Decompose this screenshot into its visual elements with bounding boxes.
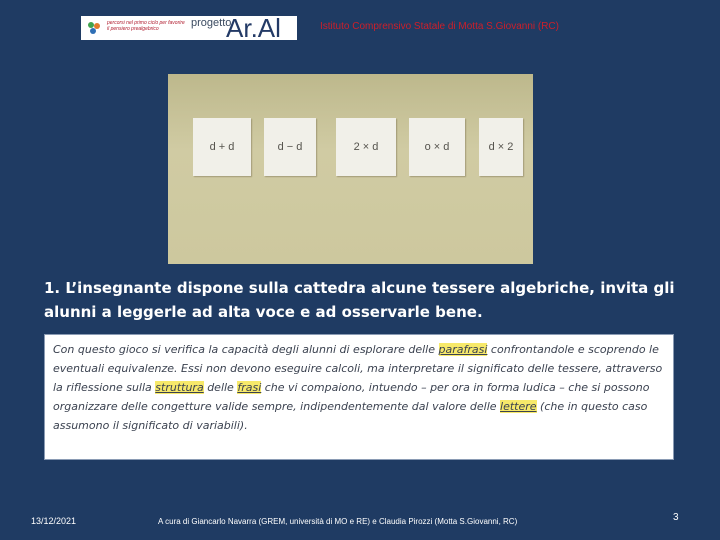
tile-3: 2 × d — [336, 118, 396, 176]
highlight-lettere: lettere — [500, 400, 537, 413]
footer-credit: A cura di Giancarlo Navarra (GREM, università di MO e RE) e Claudia Pirozzi (Motta S.Giovanni, RC) — [158, 517, 518, 526]
logo-name: Ar.Al — [226, 16, 281, 40]
logo-tagline: percorsi nel primo ciclo per favorire il pensiero prealgebrico — [107, 20, 185, 32]
note-text-5: (che in questo caso assumono il significato di variabili). — [53, 400, 648, 432]
leaf-logo-icon — [85, 19, 103, 37]
tile-1: d + d — [193, 118, 251, 176]
logo-project-label: progetto — [191, 17, 232, 29]
note-text-1: Con questo gioco si verifica la capacità degli alunni di esplorare delle — [53, 343, 439, 356]
tile-5: d × 2 — [479, 118, 523, 176]
page-number: 3 — [673, 512, 679, 523]
footer-date: 13/12/2021 — [31, 516, 77, 526]
highlight-frasi: frasi — [237, 381, 262, 394]
tile-4: o × d — [409, 118, 465, 176]
highlight-struttura: struttura — [155, 381, 204, 394]
step-heading: 1. L’insegnante dispone sulla cattedra alcune tessere algebriche, invita gli alunni a leggerle ad alta voce e ad osservarle bene. — [44, 279, 675, 321]
note-text-2: confrontandole e scoprendo le eventuali equivalenze. Essi non devono eseguire calcoli, ma interpretare il significato delle tessere, attraverso la riflessione sulla — [53, 343, 663, 394]
algebraic-tiles-photo — [168, 74, 533, 264]
tile-2: d − d — [264, 118, 316, 176]
note-text-3: delle — [203, 381, 238, 394]
explanation-box — [44, 334, 674, 460]
project-logo — [81, 16, 297, 40]
school-name: Istituto Comprensivo Statale di Motta S.Giovanni (RC) — [320, 21, 559, 32]
highlight-parafrasi: parafrasi — [438, 343, 488, 356]
note-text-4: che vi compaiono, intuendo – per ora in forma ludica – che si possono organizzare delle congetture valide sempre, indipendentemente dal valore delle — [53, 381, 650, 413]
